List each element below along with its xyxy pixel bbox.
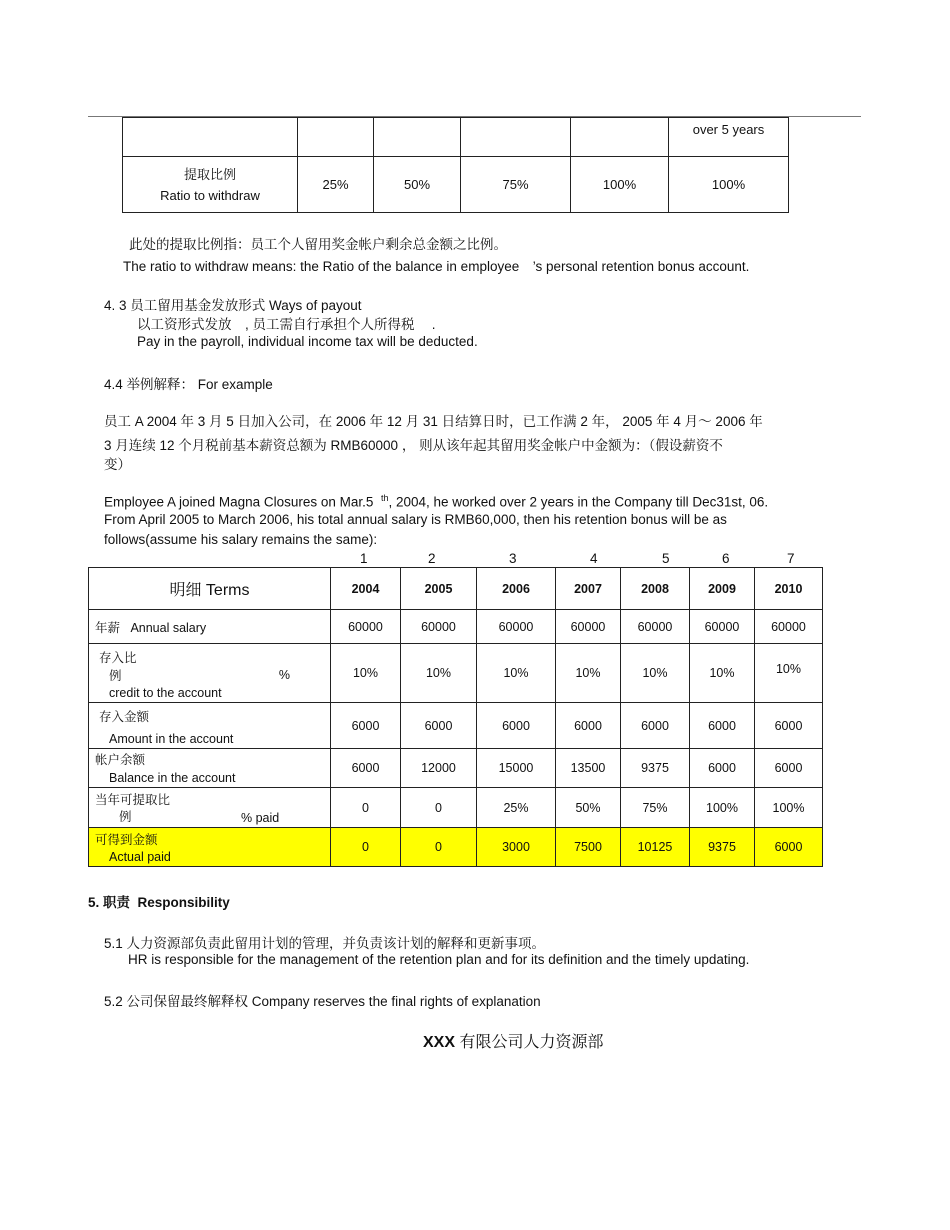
ratio-table-cell bbox=[571, 118, 669, 157]
table-cell: 9375 bbox=[690, 828, 755, 867]
section-4-4-heading: 4.4 举例解释： For example bbox=[104, 377, 273, 392]
row-label bbox=[89, 703, 331, 749]
row-label bbox=[89, 644, 331, 703]
table-cell: 10% bbox=[477, 644, 556, 703]
section-5-1-en: HR is responsible for the management of the retention plan and for its definition and the timely updating. bbox=[128, 952, 750, 967]
example-en-line3: follows(assume his salary remains the same): bbox=[104, 532, 378, 547]
table-cell: 6000 bbox=[556, 703, 621, 749]
table-cell: 60000 bbox=[331, 610, 401, 644]
row-label bbox=[89, 749, 331, 788]
row-label-cn: 年薪 bbox=[95, 620, 121, 635]
column-number: 6 bbox=[722, 551, 730, 566]
table-cell: 60000 bbox=[556, 610, 621, 644]
table-cell: 10% bbox=[690, 644, 755, 703]
row-label-en: Balance in the account bbox=[109, 771, 236, 785]
ratio-label-en: Ratio to withdraw bbox=[160, 187, 260, 203]
column-number: 2 bbox=[428, 551, 436, 566]
ratio-table-cell bbox=[374, 118, 461, 157]
table-row bbox=[89, 610, 823, 644]
column-number: 7 bbox=[787, 551, 795, 566]
row-label-en: Annual salary bbox=[130, 620, 207, 635]
section-5-title: Responsibility bbox=[137, 895, 230, 910]
table-cell: 6000 bbox=[331, 749, 401, 788]
table-cell: 75% bbox=[621, 788, 690, 828]
section-4-3-cn: 以工资形式发放 , 员工需自行承担个人所得税 . bbox=[137, 317, 436, 332]
table-cell: 60000 bbox=[477, 610, 556, 644]
table-cell: 12000 bbox=[401, 749, 477, 788]
section-5-1-cn: 5.1 人力资源部负责此留用计划的管理，并负责该计划的解释和更新事项。 bbox=[104, 936, 546, 951]
section-5-num: 5. 职责 bbox=[88, 895, 131, 910]
example-table bbox=[88, 567, 823, 867]
year-header: 2004 bbox=[331, 568, 401, 610]
ratio-value: 50% bbox=[374, 157, 461, 213]
example-en-line1-a: Employee A joined Magna Closures on Mar.5 bbox=[104, 494, 374, 510]
section-4-3-en: Pay in the payroll, individual income tax will be deducted. bbox=[137, 334, 478, 349]
table-cell: 60000 bbox=[690, 610, 755, 644]
ratio-value: 100% bbox=[669, 157, 789, 213]
example-cn-line2: 3 月连续 12 个月税前基本薪资总额为 RMB60000 ， 则从该年起其留用奖金帐户中金额为：（假设薪资不 bbox=[104, 438, 723, 453]
table-cell: 60000 bbox=[401, 610, 477, 644]
table-cell: 0 bbox=[331, 788, 401, 828]
row-label-pct: % paid bbox=[241, 811, 280, 825]
example-en-line2: From April 2005 to March 2006, his total annual salary is RMB60,000, then his retention bonus will be as bbox=[104, 512, 727, 527]
row-label bbox=[89, 610, 331, 644]
row-label-cn: 可得到金额 bbox=[95, 833, 158, 847]
table-row-highlighted bbox=[89, 828, 823, 867]
year-header: 2010 bbox=[755, 568, 823, 610]
table-cell: 0 bbox=[401, 828, 477, 867]
table-cell: 0 bbox=[401, 788, 477, 828]
column-number: 1 bbox=[360, 551, 368, 566]
ratio-value: 100% bbox=[571, 157, 669, 213]
table-cell: 6000 bbox=[477, 703, 556, 749]
table-cell: 3000 bbox=[477, 828, 556, 867]
row-label-cn2: 例 bbox=[119, 810, 132, 824]
table-cell: 6000 bbox=[755, 828, 823, 867]
table-cell: 10% bbox=[556, 644, 621, 703]
ratio-table-cell bbox=[461, 118, 571, 157]
ratio-label-cell bbox=[123, 157, 298, 213]
table-cell: 6000 bbox=[755, 703, 823, 749]
ratio-table bbox=[122, 117, 789, 213]
row-label-pct: % bbox=[278, 668, 290, 682]
example-cn-line1: 员工 A 2004 年 3 月 5 日加入公司，在 2006 年 12 月 31 日结算日时，已工作满 2 年， 2005 年 4 月～ 2006 年 bbox=[104, 414, 763, 429]
ratio-table-cell bbox=[298, 118, 374, 157]
column-number: 4 bbox=[590, 551, 598, 566]
ratio-value: 25% bbox=[298, 157, 374, 213]
ratio-value: 75% bbox=[461, 157, 571, 213]
table-cell: 6000 bbox=[690, 703, 755, 749]
column-number: 3 bbox=[509, 551, 517, 566]
table-cell: 100% bbox=[755, 788, 823, 828]
year-header: 2005 bbox=[401, 568, 477, 610]
table-cell: 10% bbox=[621, 644, 690, 703]
ratio-table-cell: over 5 years bbox=[669, 118, 789, 157]
year-header: 2007 bbox=[556, 568, 621, 610]
table-row bbox=[89, 644, 823, 703]
table-cell: 10125 bbox=[621, 828, 690, 867]
row-label-cn: 存入金额 bbox=[99, 710, 150, 724]
row-label-en: credit to the account bbox=[109, 686, 222, 700]
section-5-heading bbox=[88, 891, 230, 911]
table-cell: 6000 bbox=[621, 703, 690, 749]
table-row bbox=[89, 749, 823, 788]
table-row bbox=[89, 703, 823, 749]
table-cell: 10% bbox=[755, 644, 823, 703]
table-cell: 100% bbox=[690, 788, 755, 828]
table-cell: 15000 bbox=[477, 749, 556, 788]
row-label-en: Amount in the account bbox=[109, 732, 234, 746]
table-cell: 25% bbox=[477, 788, 556, 828]
section-5-2: 5.2 公司保留最终解释权 Company reserves the final rights of explanation bbox=[104, 994, 541, 1009]
row-label-cn: 当年可提取比 bbox=[95, 793, 171, 807]
row-label bbox=[89, 828, 331, 867]
terms-header: 明细 Terms bbox=[89, 568, 331, 610]
example-en-line1-b: , 2004, he worked over 2 years in the Company till Dec31st, 06. bbox=[388, 494, 769, 510]
table-cell: 9375 bbox=[621, 749, 690, 788]
example-en-line1 bbox=[104, 493, 768, 510]
table-cell: 10% bbox=[331, 644, 401, 703]
section-4-3-heading: 4. 3 员工留用基金发放形式 Ways of payout bbox=[104, 298, 362, 313]
example-en-sup: th bbox=[380, 493, 389, 503]
row-label-cn: 帐户余额 bbox=[95, 753, 146, 767]
signature-company: XXX bbox=[423, 1034, 456, 1051]
signature-dept: 有限公司人力资源部 bbox=[455, 1034, 604, 1051]
table-header-row bbox=[89, 568, 823, 610]
year-header: 2009 bbox=[690, 568, 755, 610]
table-cell: 0 bbox=[331, 828, 401, 867]
example-cn-line3: 变） bbox=[104, 457, 131, 472]
table-cell: 50% bbox=[556, 788, 621, 828]
table-row bbox=[89, 788, 823, 828]
table-cell: 13500 bbox=[556, 749, 621, 788]
ratio-note-cn: 此处的提取比例指：员工个人留用奖金帐户剩余总金额之比例。 bbox=[129, 237, 507, 252]
table-cell: 6000 bbox=[401, 703, 477, 749]
table-cell: 10% bbox=[401, 644, 477, 703]
year-header: 2008 bbox=[621, 568, 690, 610]
table-cell: 60000 bbox=[621, 610, 690, 644]
row-label-cn: 存入比 bbox=[99, 651, 137, 665]
row-label bbox=[89, 788, 331, 828]
table-cell: 6000 bbox=[755, 749, 823, 788]
table-cell: 6000 bbox=[331, 703, 401, 749]
row-label-en: Actual paid bbox=[109, 850, 171, 864]
column-number: 5 bbox=[662, 551, 670, 566]
table-cell: 7500 bbox=[556, 828, 621, 867]
ratio-label-cn: 提取比例 bbox=[183, 166, 236, 182]
table-cell: 60000 bbox=[755, 610, 823, 644]
signature bbox=[423, 1029, 603, 1052]
year-header: 2006 bbox=[477, 568, 556, 610]
ratio-note-en: The ratio to withdraw means: the Ratio of the balance in employee ’s personal retention bonus account. bbox=[123, 259, 750, 274]
table-cell: 6000 bbox=[690, 749, 755, 788]
row-label-cn2: 例 bbox=[109, 669, 122, 683]
ratio-table-cell bbox=[123, 118, 298, 157]
